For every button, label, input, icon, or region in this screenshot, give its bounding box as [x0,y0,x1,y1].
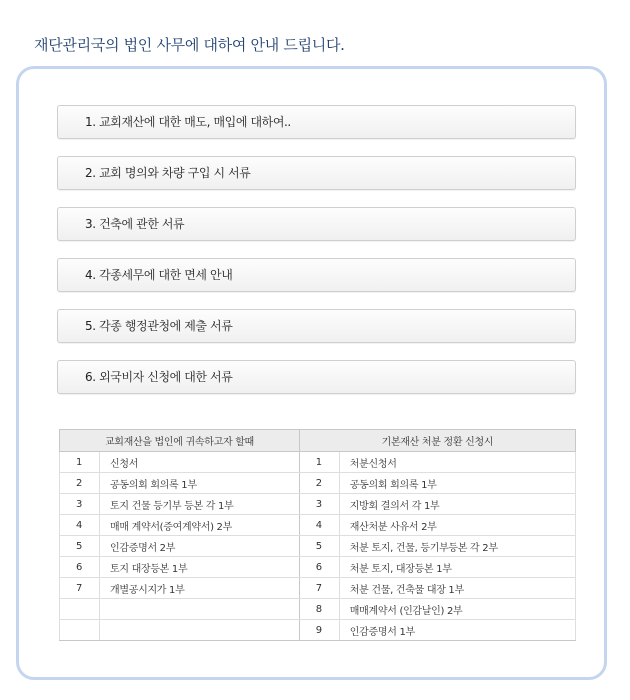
right-text: 인감증명서 1부 [339,620,575,641]
right-num: 7 [299,578,339,599]
left-num: 5 [60,536,100,557]
right-num: 2 [299,473,339,494]
right-num: 5 [299,536,339,557]
left-text: 개별공시지가 1부 [100,578,300,599]
left-text: 신청서 [100,452,300,473]
right-text: 처분 토지, 대장등본 1부 [339,557,575,578]
left-text: 토지 대장등본 1부 [100,557,300,578]
right-num: 3 [299,494,339,515]
left-num: 2 [60,473,100,494]
content-panel [16,66,607,680]
table-header-right: 기본재산 처분 정환 신청시 [299,430,575,452]
left-num-empty [60,620,100,641]
page-title: 재단관리국의 법인 사무에 대하여 안내 드립니다. [34,36,345,54]
left-num: 7 [60,578,100,599]
right-text: 공동의회 회의록 1부 [339,473,575,494]
table-row [60,536,576,557]
table-row [60,557,576,578]
table-header-left: 교회재산을 법인에 귀속하고자 할때 [60,430,300,452]
right-num: 1 [299,452,339,473]
left-num: 4 [60,515,100,536]
left-num: 1 [60,452,100,473]
documents-table [59,429,576,641]
table-row [60,620,576,641]
left-num: 6 [60,557,100,578]
menu-item-admin-submission[interactable]: 5. 각종 행정관청에 제출 서류 [57,309,576,343]
table-row [60,494,576,515]
left-num: 3 [60,494,100,515]
right-num: 8 [299,599,339,620]
right-text: 매매계약서 (인감날인) 2부 [339,599,575,620]
table-row [60,452,576,473]
right-text: 재산처분 사유서 2부 [339,515,575,536]
right-num: 4 [299,515,339,536]
menu-item-property-trade[interactable]: 1. 교회재산에 대한 매도, 매입에 대하여.. [57,105,576,139]
right-text: 처분 토지, 건물, 등기부등본 각 2부 [339,536,575,557]
menu-item-construction[interactable]: 3. 건축에 관한 서류 [57,207,576,241]
left-text: 공동의회 회의록 1부 [100,473,300,494]
left-text-empty [100,599,300,620]
menu-item-foreign-visa[interactable]: 6. 외국비자 신청에 대한 서류 [57,360,576,394]
left-num-empty [60,599,100,620]
document-menu [57,105,576,411]
menu-item-tax-exemption[interactable]: 4. 각종세무에 대한 면세 안내 [57,258,576,292]
right-num: 9 [299,620,339,641]
left-text: 토지 건물 등기부 등본 각 1부 [100,494,300,515]
right-text: 처분 건물, 건축물 대장 1부 [339,578,575,599]
table-row [60,473,576,494]
right-text: 처분신청서 [339,452,575,473]
table-header-row [60,430,576,452]
left-text-empty [100,620,300,641]
table-row [60,578,576,599]
right-text: 지방회 결의서 각 1부 [339,494,575,515]
table-row [60,515,576,536]
menu-item-vehicle-purchase[interactable]: 2. 교회 명의와 차량 구입 시 서류 [57,156,576,190]
table-row [60,599,576,620]
left-text: 인감증명서 2부 [100,536,300,557]
right-num: 6 [299,557,339,578]
left-text: 매매 계약서(증여계약서) 2부 [100,515,300,536]
